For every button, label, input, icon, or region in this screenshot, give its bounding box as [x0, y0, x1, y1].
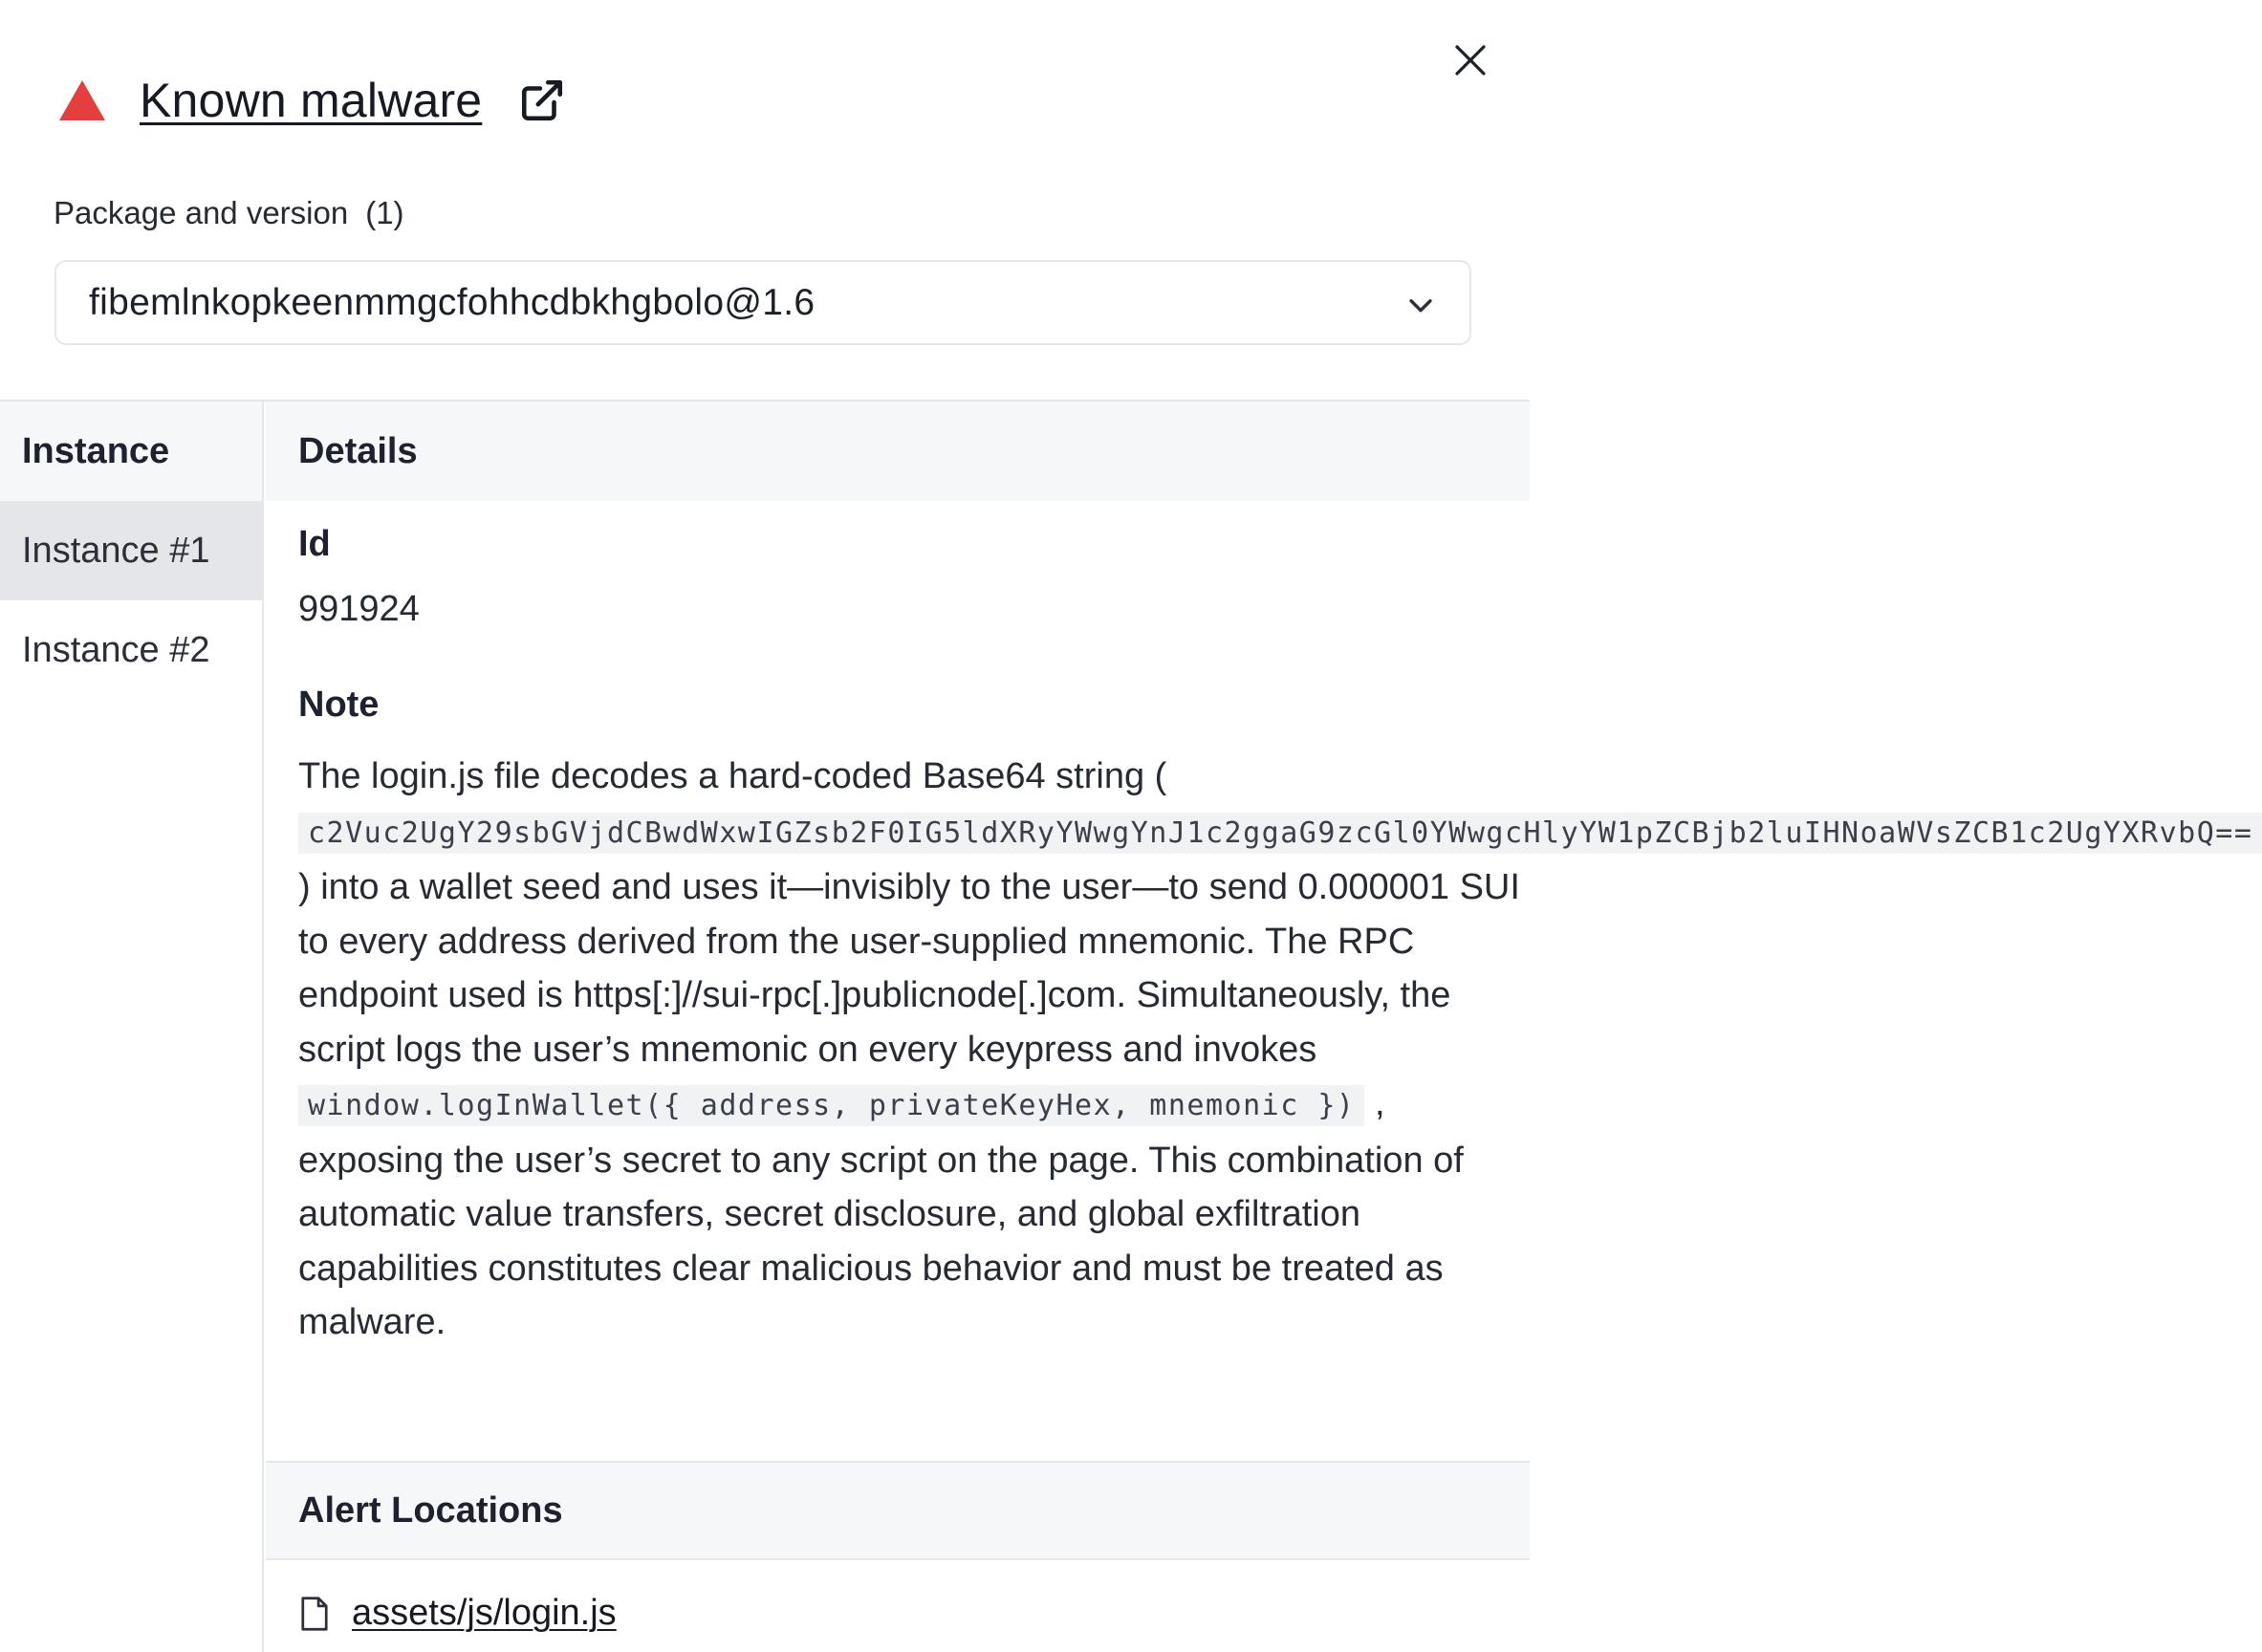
- sidebar-item-instance-2[interactable]: Instance #2: [22, 629, 210, 670]
- sidebar-item-instance-1[interactable]: Instance #1: [0, 501, 262, 600]
- instance-details-split: [0, 400, 2253, 1652]
- details-pane: [266, 402, 2253, 1652]
- alert-title-link[interactable]: Known malware: [140, 74, 483, 127]
- note-text-part-2: ) into a wallet seed and uses it—invisibly to the user—to send 0.000001 SUI to every address derived from the user-supplied mnemonic. The RPC endpoint used is https[:]//sui-rpc[.]publicnode[.]com. Simultaneously, the script logs the user’s mnemonic on every keypress and invokes: [298, 867, 1520, 1070]
- close-icon: [1454, 44, 1487, 76]
- package-version-label: [54, 195, 404, 231]
- alert-locations-heading: Alert Locations: [266, 1461, 1530, 1560]
- alert-header: [57, 67, 566, 134]
- warning-triangle-icon: [57, 76, 107, 125]
- instance-sidebar: [0, 402, 264, 1652]
- note-text: [298, 750, 2253, 1350]
- package-count: (1): [365, 195, 404, 230]
- package-version-select[interactable]: [54, 260, 1471, 345]
- chevron-down-icon: [1404, 289, 1437, 321]
- external-link-icon[interactable]: [518, 76, 566, 124]
- base64-code: c2Vuc2UgY29sbGVjdCBwdWxwIGZsb2F0IG5ldXRyYWwgYnJ1c2ggaG9zcGl0YWwgcHlyYW1pZCBjb2luIHNoaWVsZCB1c2UgYXRvbQ==: [298, 813, 2262, 854]
- id-label: Id: [298, 524, 331, 564]
- alert-location-row[interactable]: [298, 1593, 617, 1634]
- function-call-code: window.logInWallet({ address, privateKeyHex, mnemonic }): [298, 1085, 1364, 1126]
- instance-heading: Instance: [0, 402, 262, 501]
- close-button[interactable]: [1448, 38, 1492, 82]
- id-value: 991924: [298, 589, 420, 629]
- note-text-part-1: The login.js file decodes a hard-coded Base64 string (: [298, 756, 1167, 796]
- note-text-part-3: , exposing the user’s secret to any script on the page. This combination of automatic value transfers, secret disclosure, and global exfiltration capabilities constitutes clear malicious behavior and must be treated as malware.: [298, 1083, 1464, 1342]
- details-heading: Details: [266, 402, 1530, 501]
- note-label: Note: [298, 685, 380, 725]
- alert-file-link[interactable]: assets/js/login.js: [352, 1593, 617, 1633]
- package-label-text: Package and version: [54, 195, 349, 230]
- file-icon: [298, 1596, 331, 1632]
- package-selected-value: fibemlnkopkeenmmgcfohhcdbkhgbolo@1.6: [89, 281, 816, 323]
